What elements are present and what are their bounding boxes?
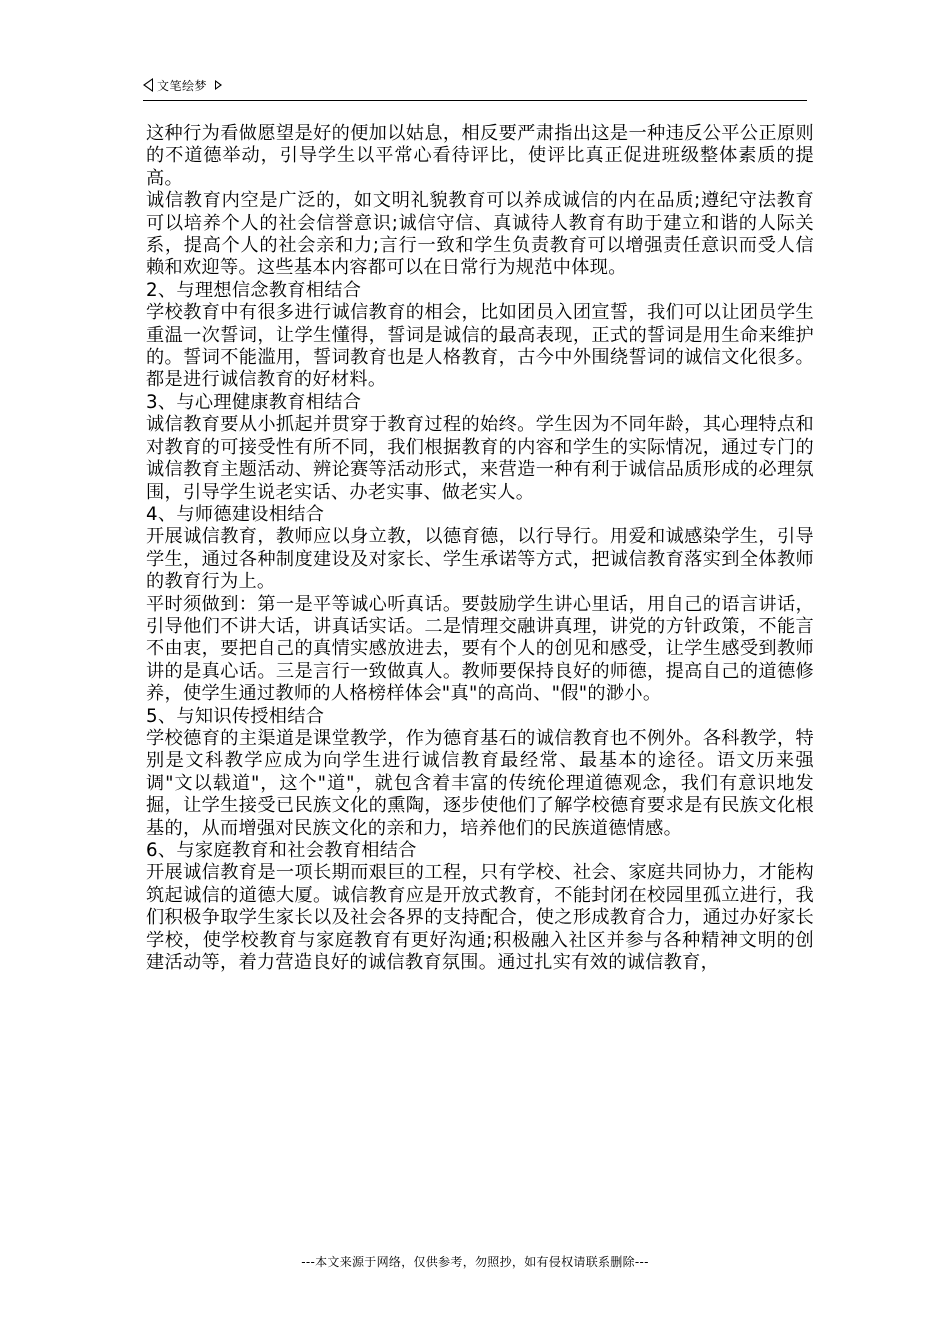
page-header xyxy=(143,74,807,101)
triangle-left-icon xyxy=(143,78,153,92)
document-body xyxy=(146,123,814,974)
section-heading: 5、与知识传授相结合 xyxy=(146,705,325,727)
paragraph: 开展诚信教育，教师应以身立教，以德育德，以行导行。用爱和诚感染学生，引导学生，通过各种制度建设及对家长、学生承诺等方式，把诚信教育落实到全体教师的教育行为上。 xyxy=(146,526,814,593)
section-heading: 2、与理想信念教育相结合 xyxy=(146,279,362,301)
section-heading: 3、与心理健康教育相结合 xyxy=(146,391,362,413)
paragraph: 开展诚信教育是一项长期而艰巨的工程，只有学校、社会、家庭共同协力，才能构筑起诚信的道德大厦。诚信教育应是开放式教育，不能封闭在校园里孤立进行，我们积极争取学生家长以及社会各界的支持配合，使之形成教育合力，通过办好家长学校，使学校教育与家庭教育有更好沟通;积极融入社区并参与各种精神文明的创建活动等，着力营造良好的诚信教育氛围。通过扎实有效的诚信教育， xyxy=(146,862,814,974)
paragraph: 平时须做到：第一是平等诚心听真话。要鼓励学生讲心里话，用自己的语言讲话，引导他们不讲大话，讲真话实话。二是情理交融讲真理，讲党的方针政策，不能言不由衷，要把自己的真情实感放进去，要有个人的创见和感受，让学生感受到教师讲的是真心话。三是言行一致做真人。教师要保持良好的师德，提高自己的道德修养，使学生通过教师的人格榜样体会"真"的高尚、"假"的渺小。 xyxy=(146,593,814,705)
paragraph: 诚信教育要从小抓起并贯穿于教育过程的始终。学生因为不同年龄，其心理特点和对教育的可接受性有所不同，我们根据教育的内容和学生的实际情况，通过专门的诚信教育主题活动、辨论赛等活动形式，来营造一种有利于诚信品质形成的必理氛围，引导学生说老实话、办老实事、做老实人。 xyxy=(146,414,814,503)
section-heading: 6、与家庭教育和社会教育相结合 xyxy=(146,840,417,861)
header-title: 文笔绘梦 xyxy=(157,78,208,93)
paragraph: 这种行为看做愿望是好的便加以姑息，相反要严肃指出这是一种违反公平公正原则的不道德举动，引导学生以平常心看待评比，使评比真正促进班级整体素质的提高。 xyxy=(146,123,814,189)
triangle-right-icon xyxy=(215,80,222,90)
paragraph: 学校德育的主渠道是课堂教学，作为德育基石的诚信教育也不例外。各科教学，特别是文科教学应成为向学生进行诚信教育最经常、最基本的途径。语文历来强调"文以载道"，这个"道"，就包含着丰富的传统伦理道德观念，我们有意识地发掘，让学生接受已民族文化的熏陶，逐步使他们了解学校德育要求是有民族文化根基的，从而增强对民族文化的亲和力，培养他们的民族道德情感。 xyxy=(146,727,814,839)
page-footer: ---本文来源于网络，仅供参考，勿照抄，如有侵权请联系删除--- xyxy=(301,1255,649,1269)
paragraph: 诚信教育内空是广泛的，如文明礼貌教育可以养成诚信的内在品质;遵纪守法教育可以培养个人的社会信誉意识;诚信守信、真诚待人教育有助于建立和谐的人际关系，提高个人的社会亲和力;言行一致和学生负责教育可以增强责任意识而受人信赖和欢迎等。这些基本内容都可以在日常行为规范中体现。 xyxy=(146,190,814,279)
section-heading: 4、与师德建设相结合 xyxy=(146,503,325,525)
paragraph: 学校教育中有很多进行诚信教育的相会，比如团员入团宣誓，我们可以让团员学生重温一次誓词，让学生懂得，誓词是诚信的最高表现，正式的誓词是用生命来维护的。誓词不能滥用，誓词教育也是人格教育，古今中外围绕誓词的诚信文化很多。都是进行诚信教育的好材料。 xyxy=(146,302,814,391)
